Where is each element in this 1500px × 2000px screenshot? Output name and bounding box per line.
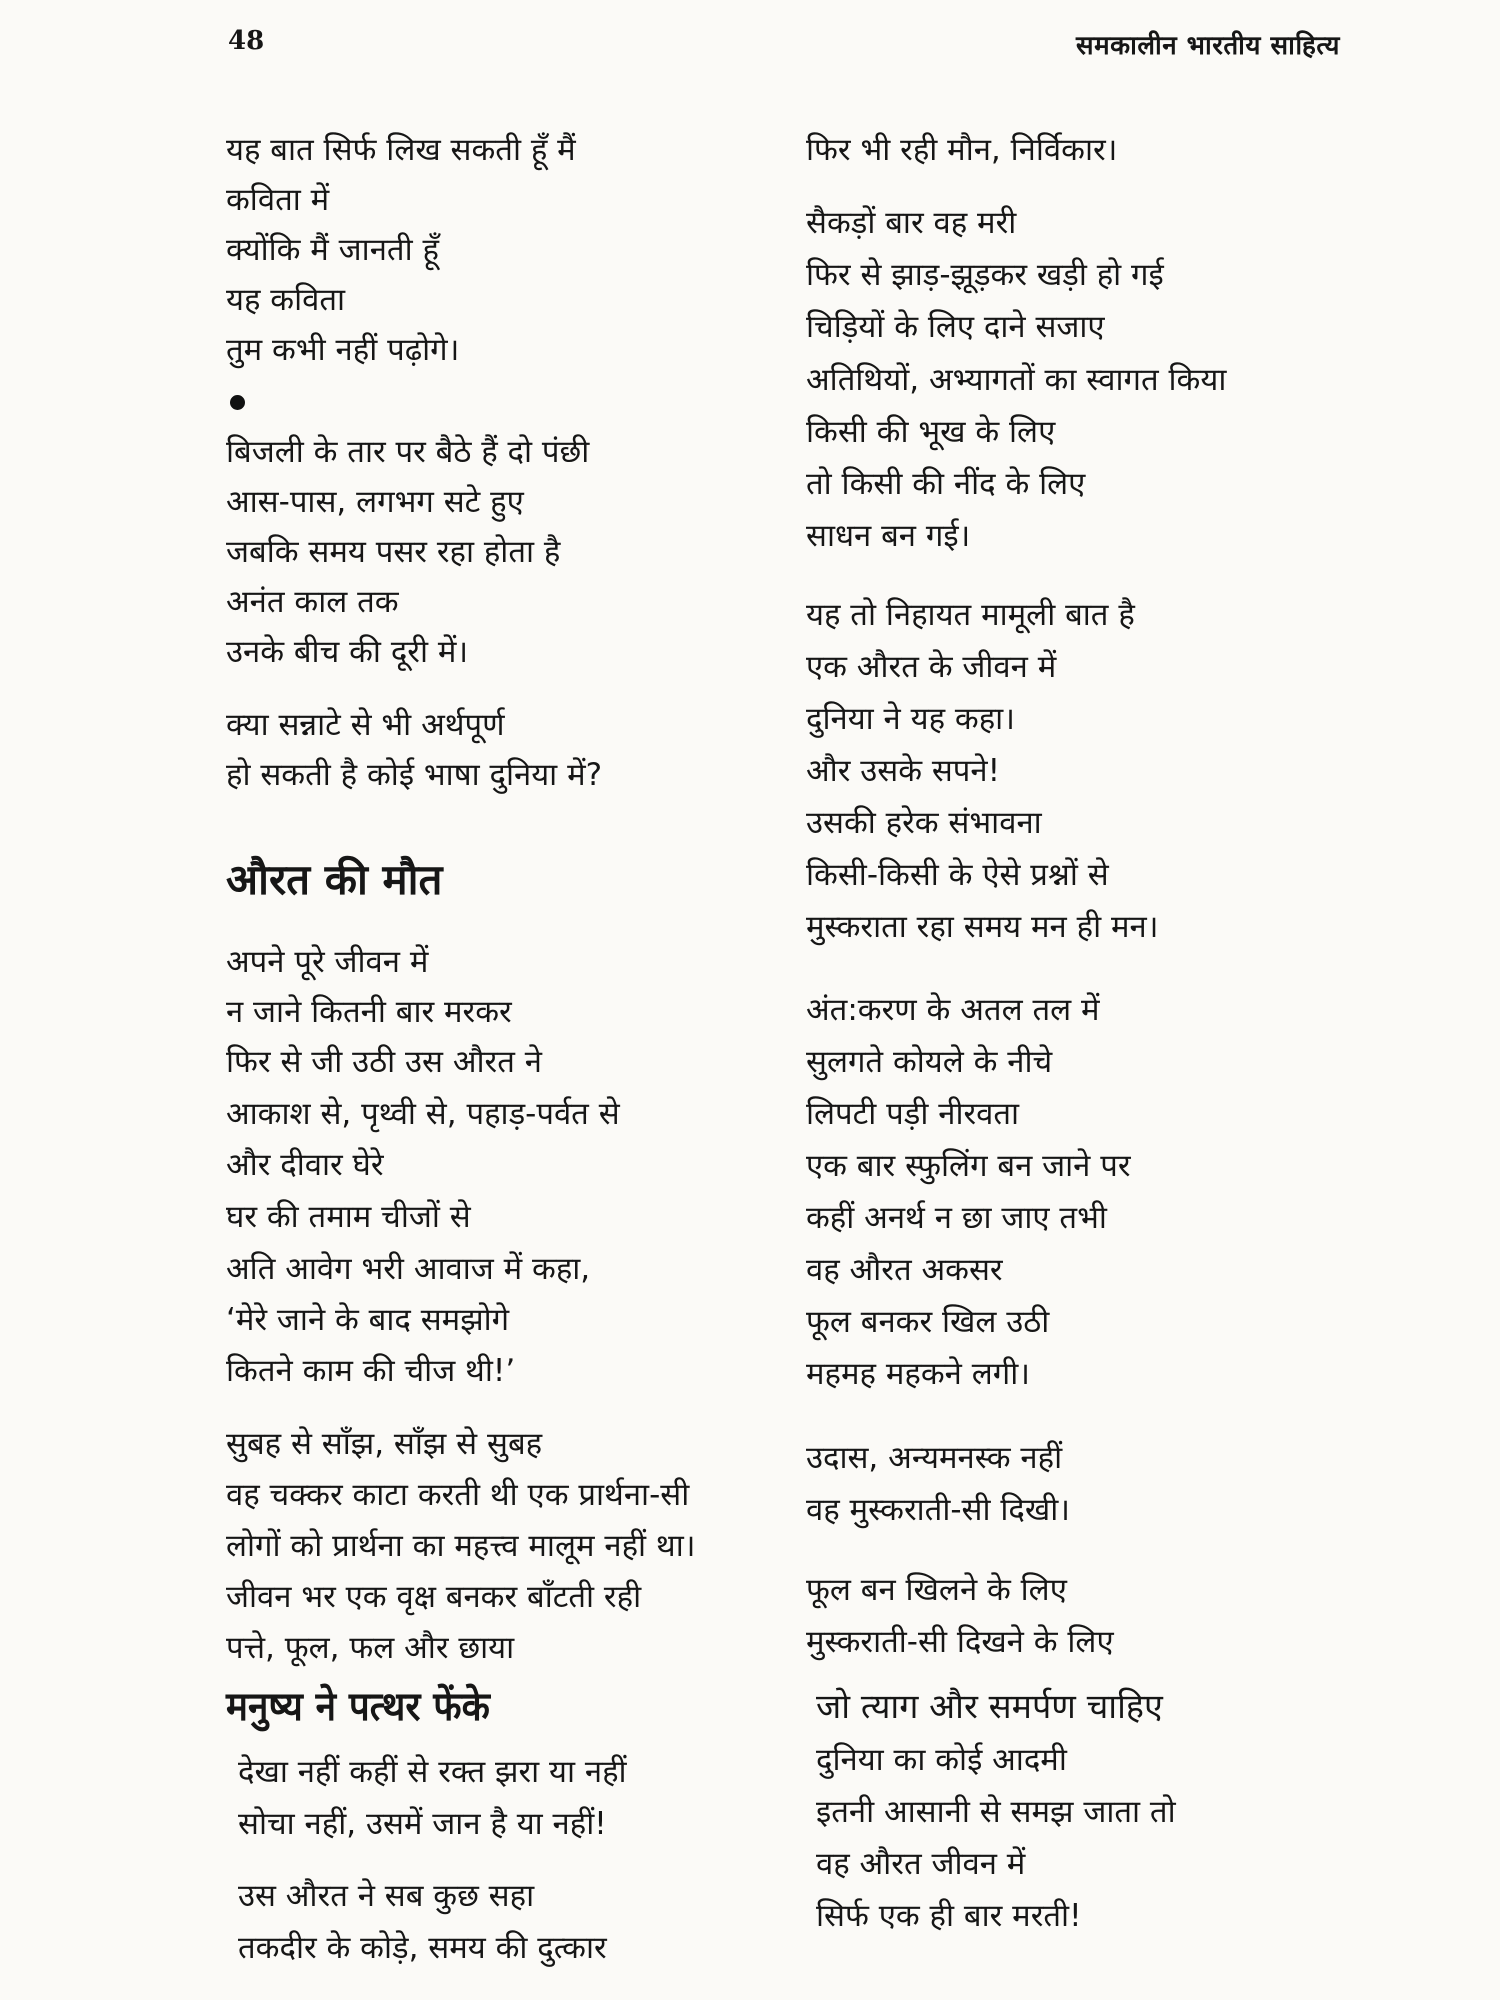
poem-line: वह औरत जीवन में [816,1846,1026,1882]
poem-line: पत्ते, फूल, फल और छाया [226,1630,515,1666]
poem-line: क्या सन्नाटे से भी अर्थपूर्ण [226,707,505,743]
poem-line: वह मुस्कराती-सी दिखी। [806,1492,1071,1528]
poem-line: यह बात सिर्फ लिख सकती हूँ मैं [226,132,576,168]
poem-line: साधन बन गई। [806,518,971,554]
poem-line: एक औरत के जीवन में [806,649,1057,685]
poem-line: यह कविता [226,282,346,318]
poem-line: आस-पास, लगभग सटे हुए [226,484,524,520]
poem-line: मुस्कराता रहा समय मन ही मन। [806,909,1159,945]
stanza-heading: मनुष्य ने पत्थर फेंके [226,1684,490,1730]
poem-line: चिड़ियों के लिए दाने सजाए [806,309,1105,345]
poem-line: सुलगते कोयले के नीचे [806,1044,1053,1080]
poem-line: सिर्फ एक ही बार मरती! [816,1898,1082,1934]
poem-line: कहीं अनर्थ न छा जाए तभी [806,1200,1107,1236]
poem-line: दुनिया का कोई आदमी [816,1742,1067,1778]
poem-line: मुस्कराती-सी दिखने के लिए [806,1624,1114,1660]
poem-line: फिर से झाड़-झूड़कर खड़ी हो गई [806,257,1164,293]
poem-line: सुबह से साँझ, साँझ से सुबह [226,1426,543,1462]
poem-line: उदास, अन्यमनस्क नहीं [806,1440,1063,1476]
page-number: 48 [228,26,265,56]
poem-line: बिजली के तार पर बैठे हैं दो पंछी [226,434,590,470]
poem-line: सैकड़ों बार वह मरी [806,205,1017,241]
poem-line: न जाने कितनी बार मरकर [226,994,512,1030]
poem-line: फिर से जी उठी उस औरत ने [226,1044,542,1080]
poem-line: किसी-किसी के ऐसे प्रश्नों से [806,857,1109,893]
poem-line: उस औरत ने सब कुछ सहा [238,1878,535,1914]
poem-line: एक बार स्फुलिंग बन जाने पर [806,1148,1131,1184]
poem-line: ‘मेरे जाने के बाद समझोगे [226,1302,510,1338]
poem-line: अति आवेग भरी आवाज में कहा, [226,1251,591,1287]
poem-line: महमह महकने लगी। [806,1356,1030,1392]
stanza-lead-line: जो त्याग और समर्पण चाहिए [816,1687,1163,1727]
poem-line: इतनी आसानी से समझ जाता तो [816,1794,1176,1830]
poem-line: उनके बीच की दूरी में। [226,634,469,670]
poem-line: घर की तमाम चीजों से [226,1199,471,1235]
poem-line: किसी की भूख के लिए [806,414,1056,450]
poem-line: दुनिया ने यह कहा। [806,701,1015,737]
poem-line: अंत:करण के अतल तल में [806,992,1100,1028]
poem-line: अतिथियों, अभ्यागतों का स्वागत किया [806,362,1227,398]
poem-line: वह चक्कर काटा करती थी एक प्रार्थना-सी [226,1477,690,1513]
poem-line: आकाश से, पृथ्वी से, पहाड़-पर्वत से [226,1096,620,1132]
poem-line: यह तो निहायत मामूली बात है [806,597,1135,633]
poem-line: जबकि समय पसर रहा होता है [226,534,561,570]
poem-line: कितने काम की चीज थी!’ [226,1353,516,1389]
poem-line: फूल बनकर खिल उठी [806,1304,1050,1340]
poem-line: जीवन भर एक वृक्ष बनकर बाँटती रही [226,1579,642,1615]
poem-line: अनंत काल तक [226,584,399,620]
poem-line: अपने पूरे जीवन में [226,944,429,980]
poem-line: कविता में [226,182,330,218]
poem-line: तकदीर के कोड़े, समय की दुत्कार [238,1930,607,1966]
poem-line: और दीवार घेरे [226,1147,384,1183]
poem-line: फूल बन खिलने के लिए [806,1572,1067,1608]
poem-line: वह औरत अकसर [806,1252,1003,1288]
poem-line: लिपटी पड़ी नीरवता [806,1096,1020,1132]
poem-line: लोगों को प्रार्थना का महत्त्व मालूम नहीं था। [226,1528,696,1564]
section-bullet [230,395,245,410]
poem-line: देखा नहीं कहीं से रक्त झरा या नहीं [238,1754,627,1790]
poem-line: क्योंकि मैं जानती हूँ [226,232,439,268]
poem-line: फिर भी रही मौन, निर्विकार। [806,132,1118,168]
poem-line: हो सकती है कोई भाषा दुनिया में? [226,757,603,793]
poem-line: सोचा नहीं, उसमें जान है या नहीं! [238,1806,607,1842]
poem-title: औरत की मौत [226,855,443,904]
running-title: समकालीन भारतीय साहित्य [1076,31,1340,61]
poem-line: उसकी हरेक संभावना [806,805,1042,841]
poem-line: और उसके सपने! [806,753,1001,789]
poem-line: तुम कभी नहीं पढ़ोगे। [226,332,460,368]
poem-line: तो किसी की नींद के लिए [806,466,1086,502]
